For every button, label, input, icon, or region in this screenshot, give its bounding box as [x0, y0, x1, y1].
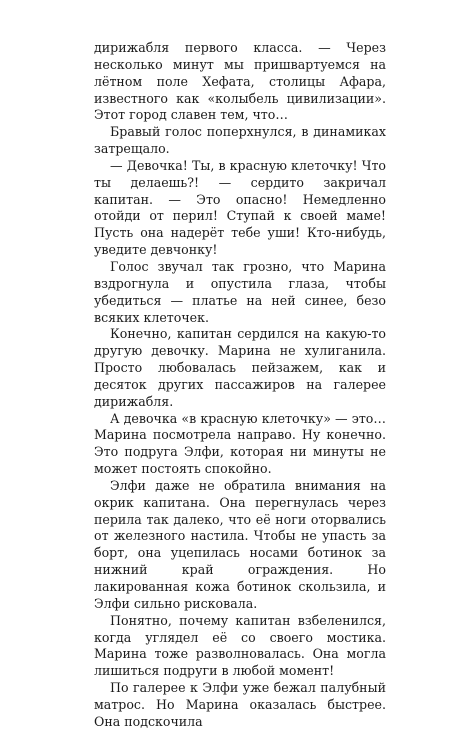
- page-text: [94, 40, 386, 731]
- paragraph: Понятно, почему капитан взбеленился, когда углядел её со своего мостика. Марина тоже разволновалась. Она могла лишиться подруги в любой момент!: [94, 612, 386, 679]
- paragraph: Конечно, капитан сердился на какую-то другую девочку. Марина не хулиганила. Просто любовалась пейзажем, как и десяток других пассажиров на галерее дирижабля.: [94, 326, 386, 409]
- paragraph: По галерее к Элфи уже бежал палубный матрос. Но Марина оказалась быстрее. Она подскочила: [94, 680, 386, 729]
- paragraph: А девочка «в красную клеточку» — это… Марина посмотрела направо. Ну конечно. Это подруга Элфи, которая ни минуты не может постоять спокойно.: [94, 410, 386, 477]
- paragraph: Элфи даже не обратила внимания на окрик капитана. Она перегнулась через перила так далеко, что её ноги оторвались от железного настила. Чтобы не упасть за борт, она уцепилась носами ботинок за нижний край ограждения. Но лакированная кожа ботинок скользила, и Элфи сильно рисковала.: [94, 477, 386, 611]
- paragraph: Голос звучал так грозно, что Марина вздрогнула и опустила глаза, чтобы убедиться — платье на ней синее, безо всяких клеточек.: [94, 258, 386, 325]
- paragraph: дирижабля первого класса. — Через несколько минут мы пришвартуемся на лётном поле Хефата, столицы Афара, известного как «колыбель цивилизации». Этот город славен тем, что…: [94, 40, 386, 123]
- paragraph: Бравый голос поперхнулся, в динамиках затрещало.: [94, 124, 386, 157]
- paragraph: — Девочка! Ты, в красную клеточку! Что ты делаешь?! — сердито закричал капитан. — Это опасно! Немедленно отойди от перил! Ступай к своей маме! Пусть она надерёт тебе уши! Кто-нибудь, уведите девчонку!: [94, 157, 386, 258]
